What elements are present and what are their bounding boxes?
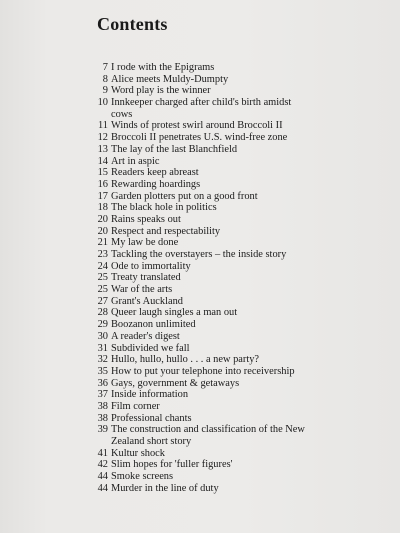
toc-page-number: 7	[102, 62, 108, 73]
toc-entry	[88, 167, 388, 179]
toc-entry-title: Innkeeper charged after child's birth amidst cows	[111, 97, 292, 120]
toc-entry-title: The black hole in politics	[111, 202, 217, 214]
toc-entry	[88, 62, 388, 74]
toc-page-number: 28	[97, 307, 108, 319]
toc-page-number: 41	[97, 447, 108, 459]
toc-entry	[88, 132, 388, 144]
toc-page-number: 38	[97, 400, 108, 412]
toc-entry-title: Queer laugh singles a man out	[111, 307, 238, 319]
toc-entry	[88, 144, 388, 156]
toc-page-number: 12	[97, 132, 108, 144]
toc-entry-title: Grant's Auckland	[111, 295, 183, 307]
toc-page-number: 20	[97, 225, 108, 237]
toc-entry-title: Boozanon unlimited	[111, 319, 196, 331]
toc-page-number: 29	[97, 319, 108, 331]
toc-entry	[88, 237, 388, 249]
toc-page-number: 20	[97, 213, 108, 225]
toc-page-number: 9	[102, 85, 108, 97]
toc-entry-title: Broccoli II penetrates U.S. wind-free zone	[111, 132, 288, 144]
toc-page-number: 42	[97, 459, 108, 471]
toc-entry-title: Kultur shock	[111, 447, 165, 459]
toc-page-number: 17	[97, 190, 108, 202]
toc-entry	[88, 249, 388, 261]
toc-entry	[88, 156, 388, 168]
toc-entry	[88, 97, 388, 120]
toc-entry	[88, 120, 388, 132]
toc-entry-title: Rains speaks out	[111, 213, 181, 225]
page-title: Contents	[97, 14, 168, 34]
toc-page-number: 18	[97, 202, 108, 214]
toc-page-number: 31	[97, 342, 108, 354]
toc-entry	[88, 261, 388, 273]
toc-page-number: 35	[97, 365, 108, 377]
toc-entry-title: Word play is the winner	[111, 85, 211, 97]
toc-page-number: 16	[97, 178, 108, 190]
toc-entry-title: Readers keep abreast	[111, 167, 199, 179]
toc-entry-title: I rode with the Epigrams	[111, 62, 215, 73]
toc-page-number: 23	[97, 249, 108, 260]
toc-entry-title: War of the arts	[111, 284, 173, 296]
toc-entry-title: Respect and respectability	[111, 225, 221, 237]
toc-entry	[88, 214, 388, 226]
toc-entry	[88, 343, 388, 355]
toc-entry	[88, 366, 388, 378]
toc-page-number: 44	[97, 482, 108, 494]
toc-entry-title: The construction and classification of the New Zealand short story	[111, 424, 305, 447]
toc-entry-title: Smoke screens	[111, 471, 174, 483]
toc-entry	[88, 448, 388, 460]
toc-entry-title: Inside information	[111, 389, 189, 401]
toc-entry-title: Murder in the line of duty	[111, 482, 219, 494]
toc-entry	[88, 331, 388, 343]
toc-page-number: 24	[97, 260, 108, 272]
toc-entry	[88, 74, 388, 86]
toc-page-number: 25	[97, 284, 108, 296]
toc-entry-title: A reader's digest	[111, 330, 180, 342]
toc-entry-title: My law be done	[111, 237, 179, 249]
toc-entry-title: Professional chants	[111, 412, 192, 424]
toc-page-number: 38	[97, 412, 108, 424]
toc-entry	[88, 226, 388, 238]
toc-entry-title: Film corner	[111, 400, 160, 412]
toc-page-number: 25	[97, 272, 108, 284]
toc-page-number: 37	[97, 389, 108, 401]
toc-entry	[88, 272, 388, 284]
toc-entry-title: Treaty translated	[111, 272, 181, 284]
toc-page-number: 13	[97, 143, 108, 155]
toc-page-number: 15	[97, 167, 108, 179]
toc-entry-title: Winds of protest swirl around Broccoli II	[111, 120, 283, 132]
toc-entry-title: How to put your telephone into receivership	[111, 365, 295, 377]
toc-entry	[88, 307, 388, 319]
toc-entry-title: Art in aspic	[111, 155, 160, 167]
toc-entry	[88, 413, 388, 425]
toc-page-number: 32	[97, 354, 108, 366]
toc-entry	[88, 401, 388, 413]
toc-entry	[88, 471, 388, 483]
toc-entry	[88, 378, 388, 390]
toc-entry	[88, 354, 388, 366]
toc-entry-title: Rewarding hoardings	[111, 178, 201, 190]
toc-entry	[88, 483, 388, 495]
toc-page-number: 36	[97, 377, 108, 389]
toc-page-number: 27	[97, 295, 108, 307]
table-of-contents	[88, 62, 388, 494]
toc-page-number: 11	[97, 120, 108, 132]
toc-page-number: 10	[97, 97, 108, 109]
toc-entry-title: Subdivided we fall	[111, 342, 190, 354]
toc-entry	[88, 459, 388, 471]
toc-entry-title: Ode to immortality	[111, 260, 191, 272]
toc-entry-title: Tackling the overstayers – the inside story	[111, 249, 287, 260]
toc-entry-title: Hullo, hullo, hullo . . . a new party?	[111, 354, 260, 366]
toc-entry-title: Slim hopes for 'fuller figures'	[111, 459, 233, 471]
toc-entry	[88, 85, 388, 97]
toc-entry	[88, 424, 388, 447]
toc-page-number: 39	[97, 424, 108, 436]
toc-entry-title: The lay of the last Blanchfield	[111, 143, 238, 155]
toc-page-number: 30	[97, 330, 108, 342]
toc-entry	[88, 296, 388, 308]
toc-entry	[88, 389, 388, 401]
toc-entry	[88, 284, 388, 296]
toc-page-number: 8	[102, 73, 108, 85]
toc-page-number: 44	[97, 471, 108, 483]
toc-entry	[88, 179, 388, 191]
toc-entry-title: Gays, government & getaways	[111, 377, 240, 389]
toc-entry-title: Alice meets Muldy-Dumpty	[111, 73, 229, 85]
toc-page-number: 14	[97, 155, 108, 167]
toc-entry	[88, 202, 388, 214]
toc-entry-title: Garden plotters put on a good front	[111, 190, 258, 202]
toc-page-number: 21	[97, 237, 108, 249]
toc-entry	[88, 191, 388, 203]
toc-entry	[88, 319, 388, 331]
